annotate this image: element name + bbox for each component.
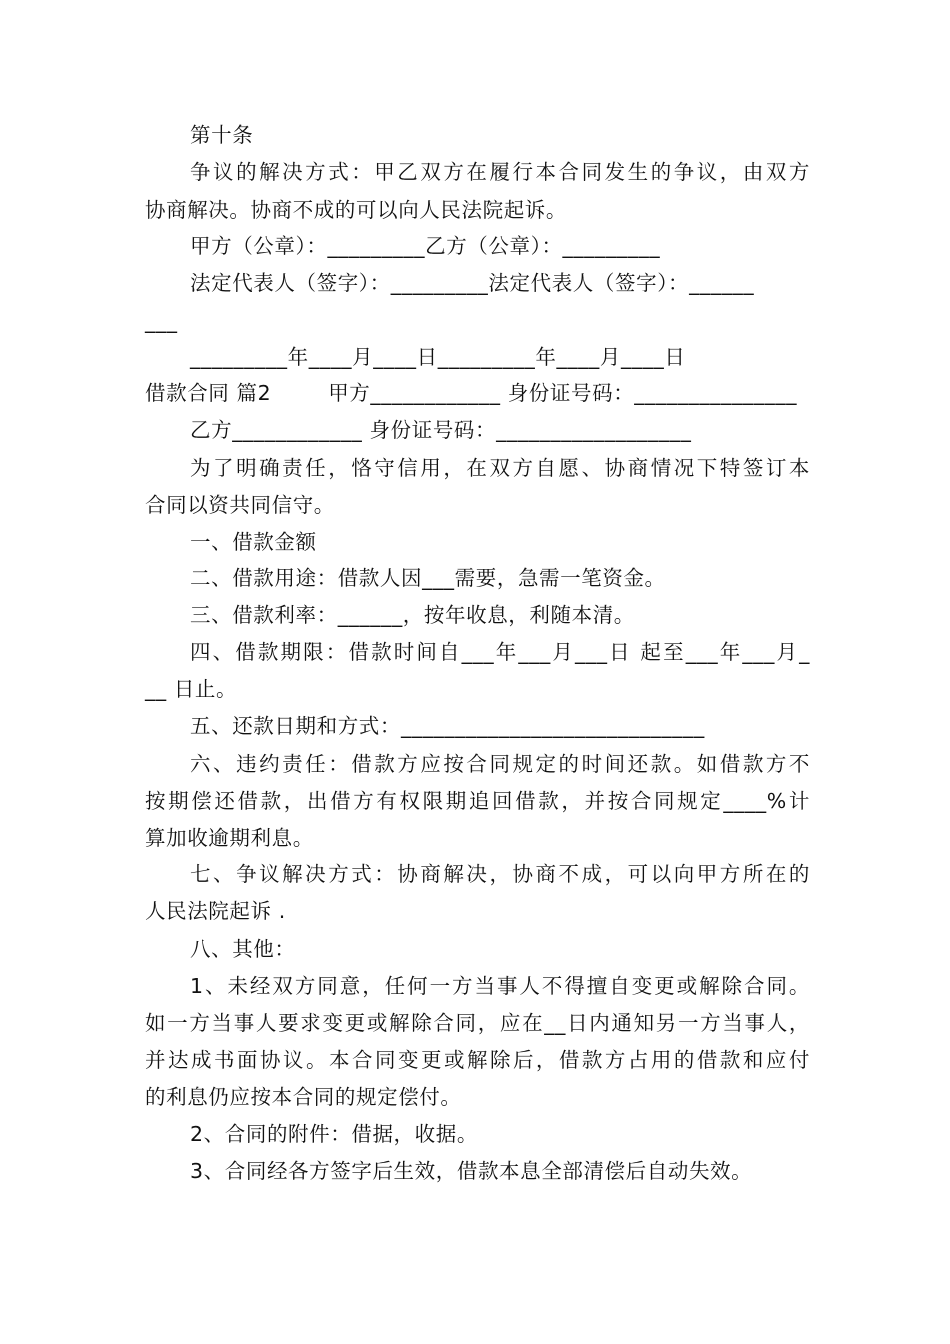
clause-line: 五、还款日期和方式：____________________________ xyxy=(190,714,705,738)
sub-clause-line: 1、未经双方同意，任何一方当事人不得擅自变更或解除合同。 xyxy=(190,974,810,998)
clause-heading: 一、借款金额 xyxy=(190,530,317,554)
signature-line-continuation: ___ xyxy=(145,309,178,333)
sub-clause-line: 2、合同的附件：借据，收据。 xyxy=(190,1122,478,1146)
clause-line: 二、借款用途：借款人因___需要，急需一笔资金。 xyxy=(190,566,666,590)
clause-line: 算加收逾期利息。 xyxy=(145,826,314,850)
sub-clause-line: 3、合同经各方签字后生效，借款本息全部清偿后自动失效。 xyxy=(190,1159,753,1183)
signature-line-representative: 法定代表人（签字）：_________法定代表人（签字）：______ xyxy=(190,271,755,295)
sub-clause-line: 的利息仍应按本合同的规定偿付。 xyxy=(145,1085,462,1109)
clause-line: 人民法院起诉 . xyxy=(145,899,286,923)
sub-clause-line: 并达成书面协议。本合同变更或解除后，借款方占用的借款和应付 xyxy=(145,1048,810,1072)
party-b-line: 乙方____________ 身份证号码：__________________ xyxy=(190,418,692,442)
clause-line: 四、借款期限：借款时间自___年___月___日 起至___年___月_ xyxy=(190,640,810,664)
clause-heading: 八、其他： xyxy=(190,937,296,961)
article-heading: 第十条 xyxy=(190,123,254,147)
signature-line-seal: 甲方（公章）：_________乙方（公章）：_________ xyxy=(190,234,661,258)
date-line: _________年____月____日_________年____月____日 xyxy=(190,345,686,369)
clause-line: 七、争议解决方式：协商解决，协商不成，可以向甲方所在的 xyxy=(190,862,810,886)
clause-line: 六、违约责任：借款方应按合同规定的时间还款。如借款方不 xyxy=(190,752,810,776)
paragraph-line: 合同以资共同信守。 xyxy=(145,493,335,517)
clause-line: 三、借款利率：______，按年收息，利随本清。 xyxy=(190,603,635,627)
clause-line: 按期偿还借款，出借方有权限期追回借款，并按合同规定____%计 xyxy=(145,789,810,813)
contract-title-line: 借款合同 篇2 甲方____________ 身份证号码：_______________ xyxy=(145,381,798,405)
sub-clause-line: 如一方当事人要求变更或解除合同，应在__日内通知另一方当事人， xyxy=(145,1011,810,1035)
paragraph-line: 为了明确责任，恪守信用，在双方自愿、协商情况下特签订本 xyxy=(190,456,810,480)
paragraph-line: 协商解决。协商不成的可以向人民法院起诉。 xyxy=(145,198,567,222)
paragraph-line: 争议的解决方式：甲乙双方在履行本合同发生的争议，由双方 xyxy=(190,160,810,184)
clause-line: __ 日止。 xyxy=(145,677,238,701)
